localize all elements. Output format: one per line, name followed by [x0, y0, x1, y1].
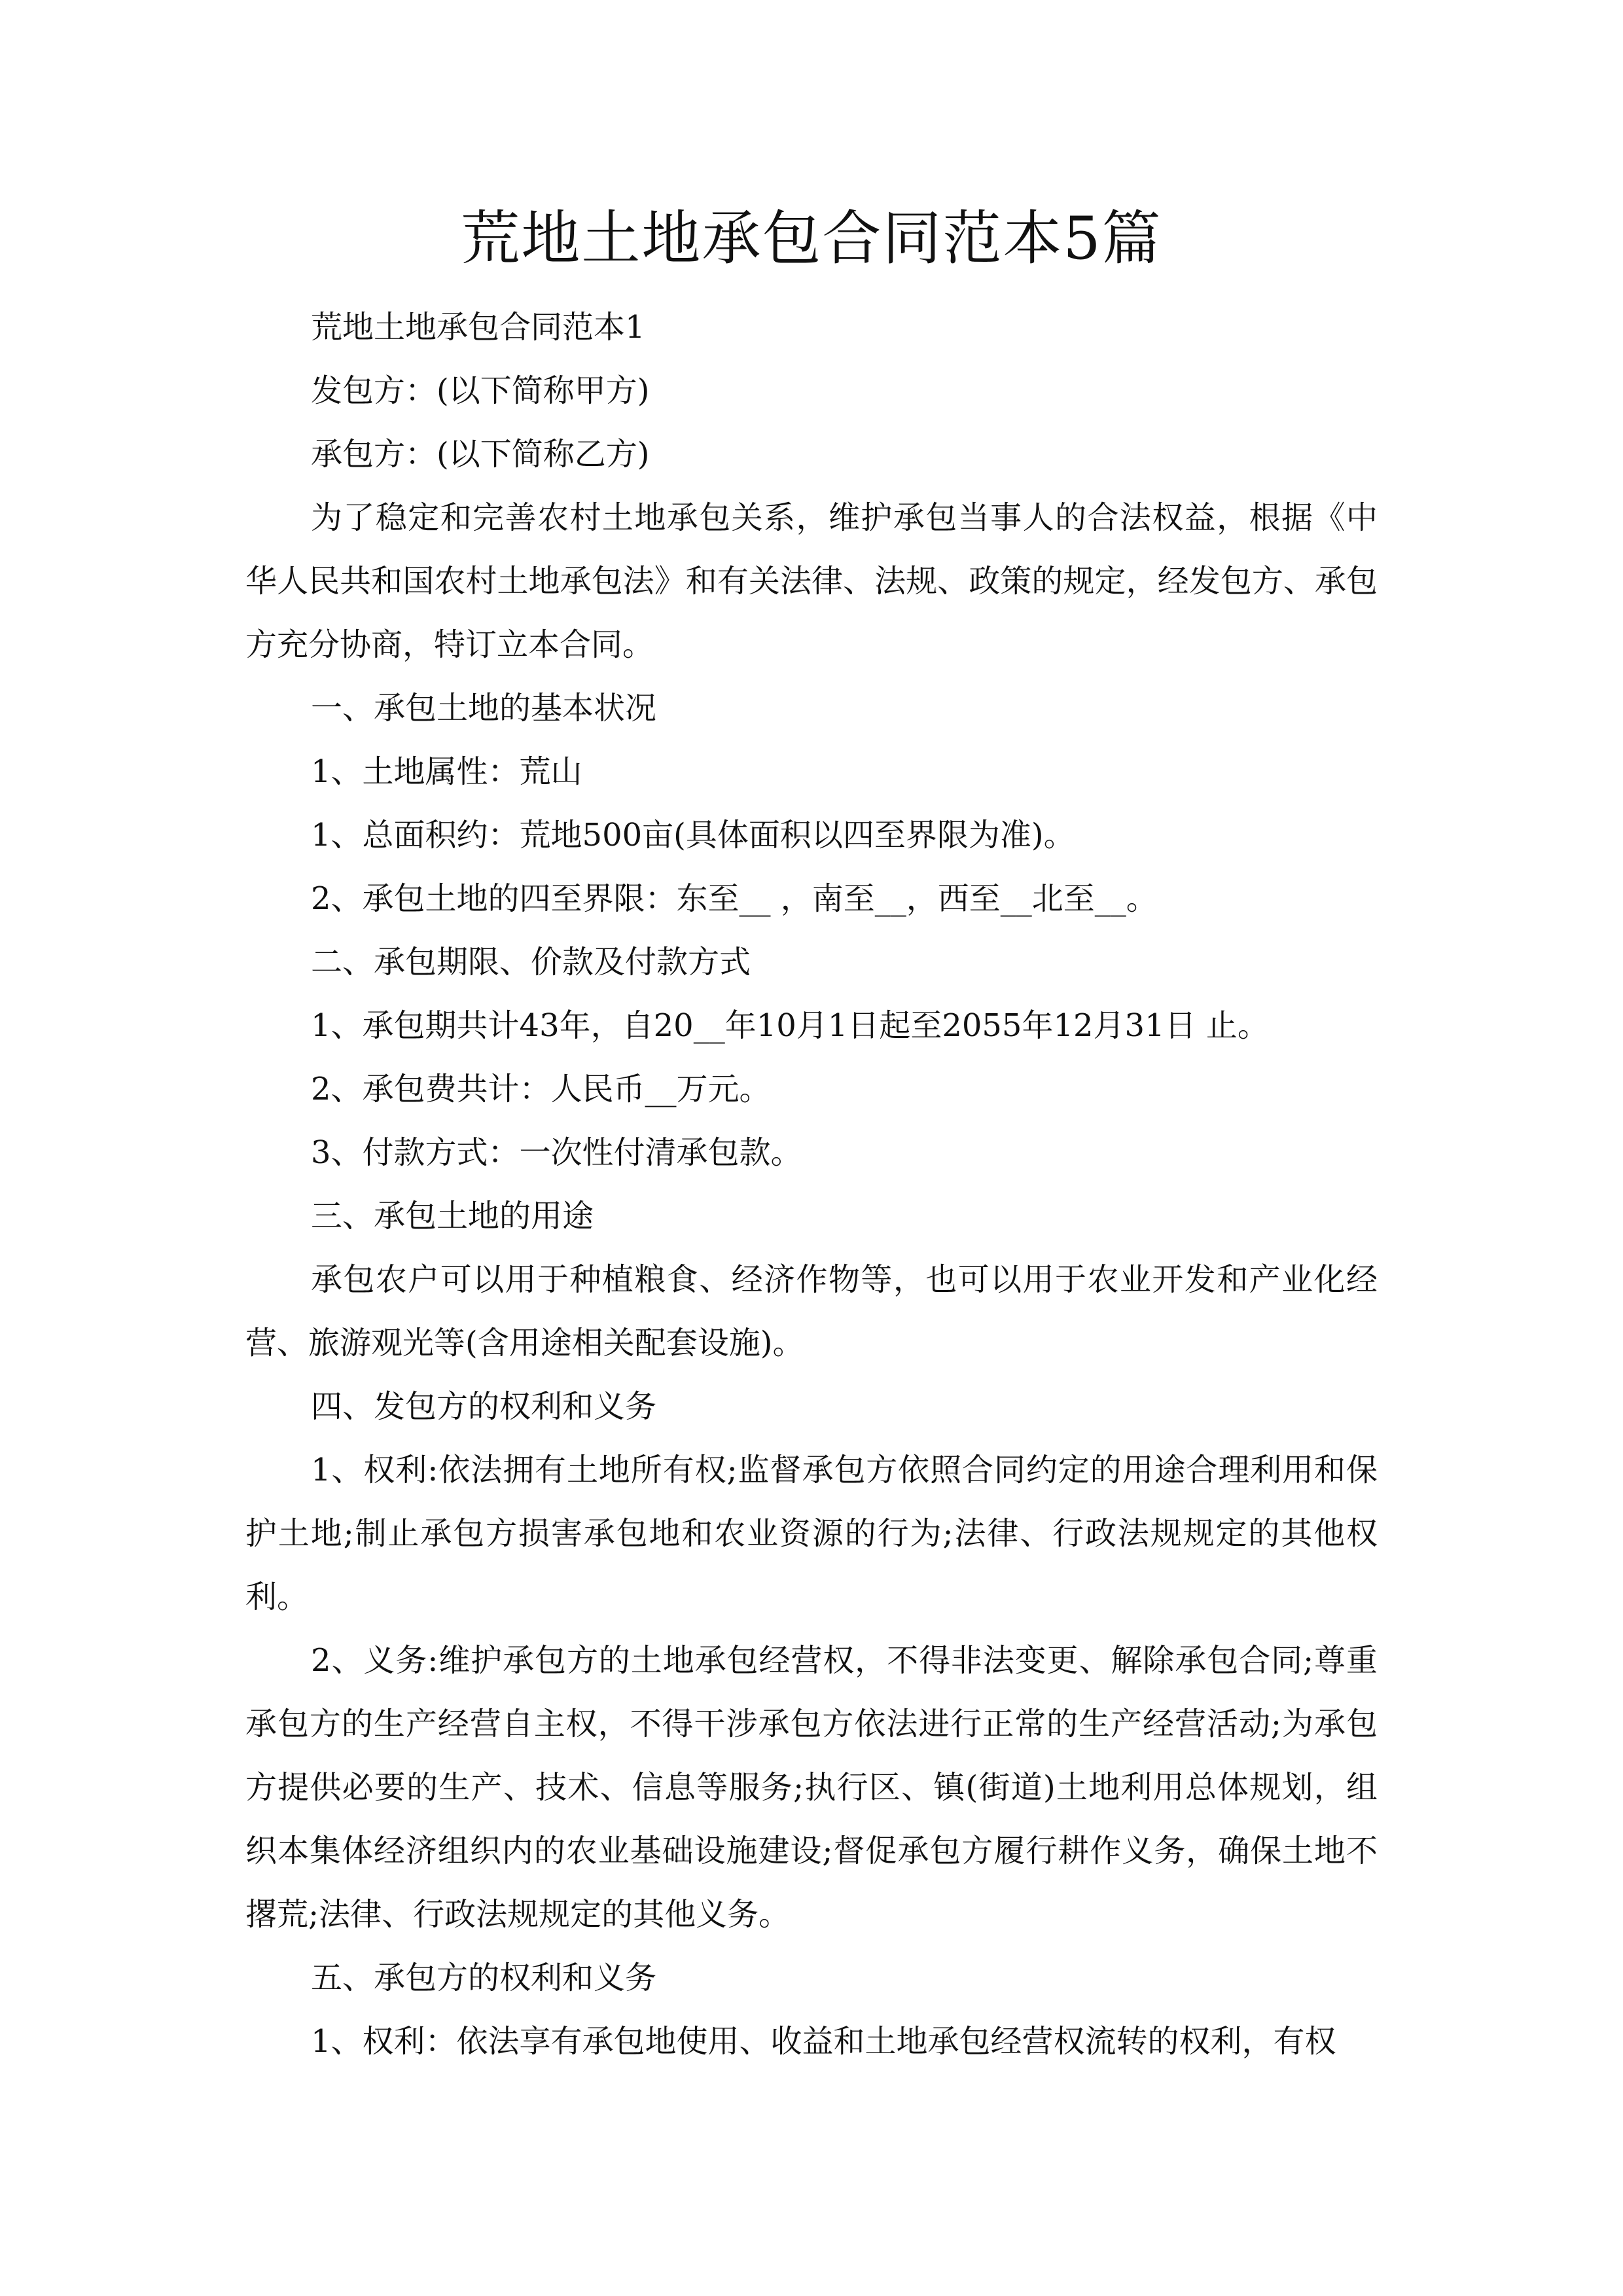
article-heading: 四、发包方的权利和义务	[311, 1388, 657, 1425]
article-heading: 三、承包土地的用途	[311, 1198, 594, 1234]
section-heading: 荒地土地承包合同范本1	[311, 309, 645, 346]
body-paragraph: 2、义务:维护承包方的土地承包经营权，不得非法变更、解除承包合同;尊重承包方的生产经营自主权，不得干涉承包方依法进行正常的生产经营活动;为承包方提供必要的生产、技术、信息等服务;执行区、镇(街道)土地利用总体规划，组织本集体经济组织内的农业基础设施建设;督促承包方履行耕作义务，确保土地不撂荒;法律、行政法规规定的其他义务。	[245, 1642, 1378, 1933]
clause-line: 2、承包费共计：人民币__万元。	[311, 1071, 771, 1107]
document-title: 荒地土地承包合同范本5篇	[461, 204, 1162, 273]
article-heading: 五、承包方的权利和义务	[311, 1960, 657, 1996]
body-paragraph: 1、权利：依法享有承包地使用、收益和土地承包经营权流转的权利，有权	[311, 2023, 1336, 2060]
clause-line: 3、付款方式：一次性付清承包款。	[311, 1134, 802, 1171]
clause-line: 1、土地属性：荒山	[311, 753, 582, 790]
party-b-line: 承包方：(以下简称乙方)	[311, 436, 650, 473]
article-heading: 一、承包土地的基本状况	[311, 690, 657, 726]
party-a-line: 发包方：(以下简称甲方)	[311, 372, 650, 409]
clause-line: 1、承包期共计43年，自20__年10月1日起至2055年12月31日 止。	[311, 1007, 1269, 1044]
body-paragraph: 1、权利:依法拥有土地所有权;监督承包方依照合同约定的用途合理利用和保护土地;制止承包方损害承包地和农业资源的行为;法律、行政法规规定的其他权利。	[245, 1452, 1378, 1615]
clause-line: 1、总面积约：荒地500亩(具体面积以四至界限为准)。	[311, 817, 1075, 853]
body-paragraph: 承包农户可以用于种植粮食、经济作物等，也可以用于农业开发和产业化经营、旅游观光等(含用途相关配套设施)。	[245, 1261, 1378, 1361]
preamble-paragraph: 为了稳定和完善农村土地承包关系，维护承包当事人的合法权益，根据《中华人民共和国农村土地承包法》和有关法律、法规、政策的规定，经发包方、承包方充分协商，特订立本合同。	[245, 499, 1378, 663]
article-heading: 二、承包期限、价款及付款方式	[311, 944, 751, 980]
clause-line: 2、承包土地的四至界限：东至__ ，南至__，西至__北至__。	[311, 880, 1158, 917]
